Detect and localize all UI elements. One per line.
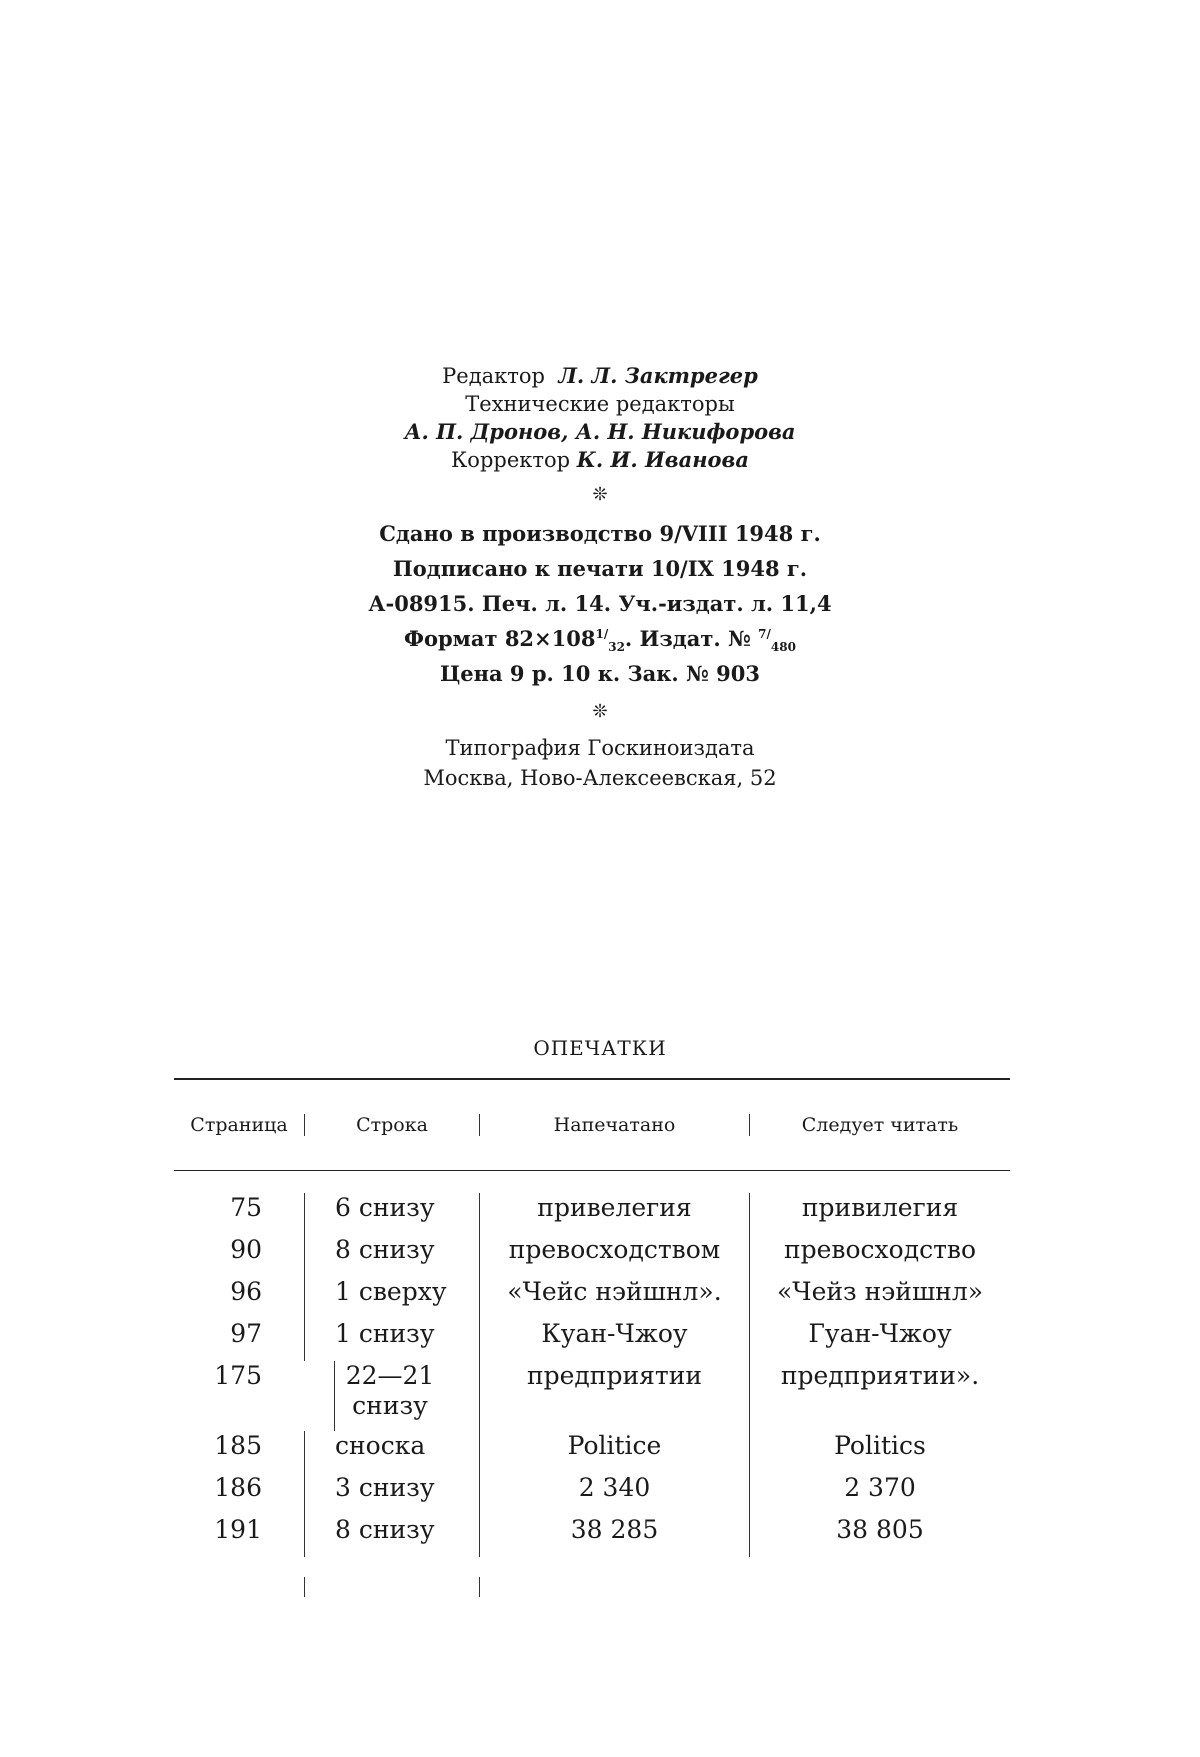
submitted-line: Сдано в производство 9/VIII 1948 г. (0, 516, 1200, 551)
cell-correct: привилегия (749, 1193, 1010, 1235)
cell-printed: Куан-Чжоу (479, 1319, 749, 1361)
address-line: Москва, Ново-Алексеевская, 52 (0, 763, 1200, 793)
cell-line: 8 снизу (304, 1235, 479, 1277)
table-row (174, 1235, 1010, 1277)
column-divider (479, 1577, 749, 1597)
cell-page: 90 (174, 1235, 304, 1277)
cell-printed: 38 285 (479, 1515, 749, 1557)
cell-line: 1 снизу (304, 1319, 479, 1361)
table-row (174, 1515, 1010, 1557)
cell-printed: привелегия (479, 1193, 749, 1235)
errata-table (174, 1078, 1010, 1597)
cell-line: 22—21 снизу (334, 1361, 445, 1431)
format-text: Формат 82×108 (404, 626, 595, 651)
format-line (0, 621, 1200, 656)
table-row (174, 1277, 1010, 1319)
cell-line: 8 снизу (304, 1515, 479, 1557)
price-line: Цена 9 р. 10 к. Зак. № 903 (0, 656, 1200, 691)
cell-page: 186 (174, 1473, 304, 1515)
column-divider (304, 1577, 479, 1597)
editor-label: Редактор (442, 364, 545, 388)
header-page: Страница (174, 1114, 304, 1136)
cell-page: 96 (174, 1277, 304, 1319)
corrector-name: К. И. Иванова (577, 447, 749, 472)
header-line: Строка (304, 1114, 479, 1136)
cell-page: 97 (174, 1319, 304, 1361)
header-printed: Напечатано (479, 1114, 749, 1136)
izdat-num: 7/ (758, 627, 771, 641)
header-correct: Следует читать (749, 1114, 1010, 1136)
cell-page: 191 (174, 1515, 304, 1557)
cell-correct: 38 805 (749, 1515, 1010, 1557)
table-row (174, 1319, 1010, 1361)
cell-printed: «Чейс нэйшнл». (479, 1277, 749, 1319)
editor-name: Л. Л. Зактрегер (558, 363, 757, 388)
table-row (174, 1361, 1010, 1431)
editor-line (0, 362, 1200, 390)
cell-printed: превосходством (479, 1235, 749, 1277)
errata-title: ОПЕЧАТКИ (0, 1036, 1200, 1060)
cell-line: 1 сверху (304, 1277, 479, 1319)
table-column-tails (174, 1577, 1010, 1597)
format-fraction-den: 32 (608, 640, 625, 654)
cell-printed: 2 340 (479, 1473, 749, 1515)
cell-line: 6 снизу (304, 1193, 479, 1235)
izdat-den: 480 (771, 640, 796, 654)
cell-correct: 2 370 (749, 1473, 1010, 1515)
cell-line: 3 снизу (304, 1473, 479, 1515)
tech-editors-label: Технические редакторы (0, 390, 1200, 418)
cell-page: 75 (174, 1193, 304, 1235)
cell-page: 175 (174, 1361, 304, 1431)
corrector-line (0, 446, 1200, 474)
table-header (174, 1080, 1010, 1170)
cell-printed: предприятии (479, 1361, 749, 1431)
izdat-text: . Издат. № (625, 626, 751, 651)
format-fraction-num: 1/ (595, 627, 608, 641)
cell-printed: Politice (479, 1431, 749, 1473)
imprint-block (0, 362, 1200, 793)
cell-correct: «Чейз нэйшнл» (749, 1277, 1010, 1319)
cell-correct: предприятии». (749, 1361, 1010, 1431)
separator-asterism-1: ❊ (0, 474, 1200, 516)
print-info-line: А-08915. Печ. л. 14. Уч.-издат. л. 11,4 (0, 586, 1200, 621)
separator-asterism-2: ❊ (0, 691, 1200, 733)
tech-editors-names: А. П. Дронов, А. Н. Никифорова (0, 418, 1200, 446)
cell-page: 185 (174, 1431, 304, 1473)
cell-correct: превосходство (749, 1235, 1010, 1277)
printer-line: Типография Госкиноиздата (0, 733, 1200, 763)
corrector-label: Корректор (451, 448, 570, 472)
table-row (174, 1193, 1010, 1235)
cell-correct: Гуан-Чжоу (749, 1319, 1010, 1361)
cell-correct: Politics (749, 1431, 1010, 1473)
table-row (174, 1473, 1010, 1515)
table-body (174, 1171, 1010, 1577)
table-row (174, 1431, 1010, 1473)
cell-line: сноска (304, 1431, 479, 1473)
signed-line: Подписано к печати 10/IX 1948 г. (0, 551, 1200, 586)
